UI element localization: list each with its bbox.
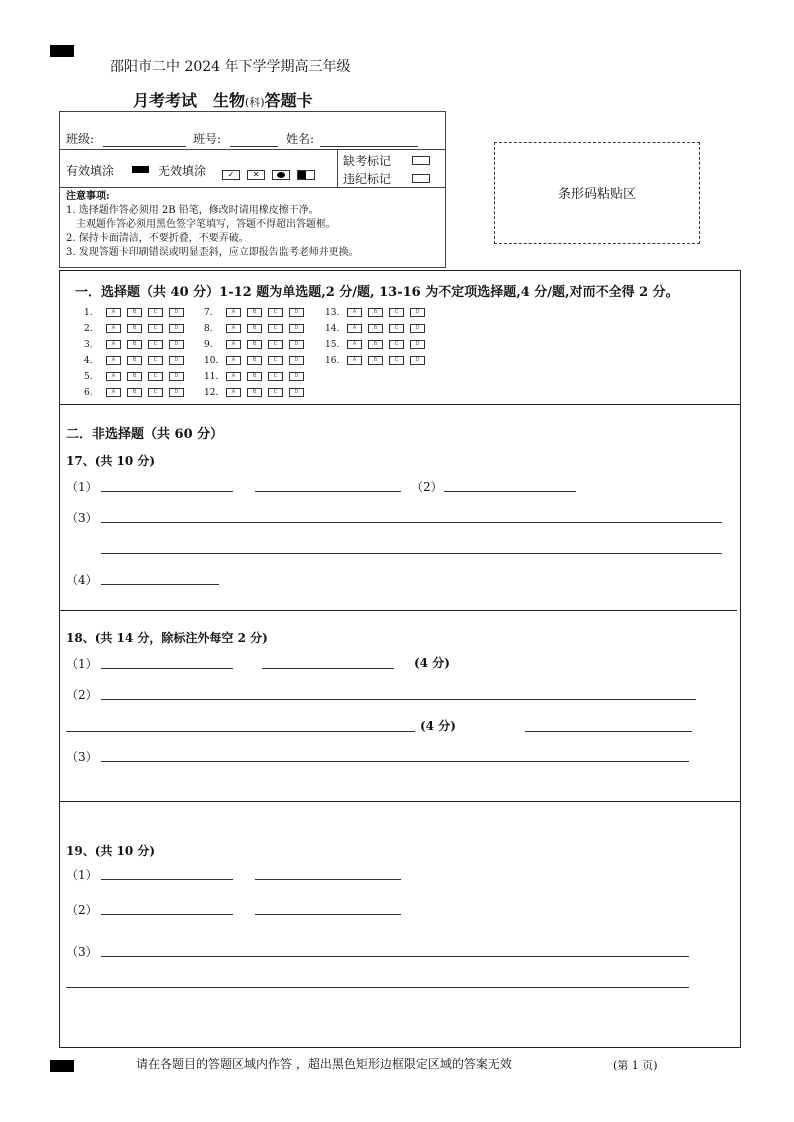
q17-part1-blank[interactable]	[255, 491, 401, 492]
q17-part4-label: （4）	[66, 573, 98, 587]
notes-divider	[60, 187, 445, 188]
barcode-area	[494, 142, 700, 244]
q17-part3-label: （3）	[66, 511, 98, 525]
answer-bubble-a[interactable]: A	[347, 308, 362, 317]
answer-bubble-c[interactable]: C	[148, 324, 163, 333]
q18-part2-blank[interactable]	[101, 699, 696, 700]
notes-item: 3. 发现答题卡印刷错误或明显歪斜，应立即报告监考老师并更换。	[66, 247, 359, 258]
name-field[interactable]	[320, 146, 418, 147]
q18-part1-blank[interactable]	[262, 668, 394, 669]
choice-question-row	[325, 323, 431, 335]
number-label: 班号:	[193, 132, 222, 146]
absent-label: 缺考标记	[343, 154, 392, 168]
answer-bubble-b[interactable]: B	[247, 388, 262, 397]
answer-bubble-d[interactable]: D	[169, 388, 184, 397]
school-line: 邵阳市二中 2024 年下学学期高三年级	[110, 59, 351, 75]
notes-item: 1. 选择题作答必须用 2B 铅笔，修改时请用橡皮擦干净。	[66, 205, 319, 216]
q19-part1-label: （1）	[66, 868, 98, 882]
question-number: 15.	[325, 340, 340, 350]
q17-title: 17、(共 10 分)	[66, 454, 156, 468]
answer-bubble-a[interactable]: A	[106, 308, 121, 317]
answer-bubble-b[interactable]: B	[127, 388, 142, 397]
answer-bubble-b[interactable]: B	[127, 356, 142, 365]
q17-part4-blank[interactable]	[101, 584, 219, 585]
q17-part2-blank[interactable]	[444, 491, 576, 492]
answer-bubble-d[interactable]: D	[289, 340, 304, 349]
answer-bubble-b[interactable]: B	[127, 324, 142, 333]
q19-part3-blank[interactable]	[66, 987, 689, 988]
answer-bubble-b[interactable]: B	[368, 356, 383, 365]
violation-label: 违纪标记	[343, 172, 392, 186]
answer-bubble-a[interactable]: A	[106, 388, 121, 397]
answer-bubble-b[interactable]: B	[127, 308, 142, 317]
invalid-fill-label: 无效填涂	[158, 164, 207, 178]
q17-part3-blank[interactable]	[101, 553, 722, 554]
notes-title: 注意事项:	[66, 191, 110, 202]
answer-bubble-d[interactable]: D	[169, 372, 184, 381]
choice-question-row	[204, 371, 310, 383]
position-mark-bottom	[50, 1060, 74, 1072]
position-mark-top	[50, 45, 74, 57]
question-number: 10.	[204, 356, 219, 366]
check-mark-icon: ✓	[222, 170, 240, 180]
answer-bubble-d[interactable]: D	[410, 308, 425, 317]
answer-bubble-b[interactable]: B	[127, 340, 142, 349]
answer-bubble-c[interactable]: C	[148, 372, 163, 381]
answer-bubble-a[interactable]: A	[347, 356, 362, 365]
q17-part2-label: （2）	[411, 480, 443, 494]
answer-bubble-a[interactable]: A	[347, 340, 362, 349]
notes-item: 2. 保持卡面清洁，不要折叠，不要弄破。	[66, 233, 249, 244]
q18-divider	[59, 801, 740, 802]
answer-bubble-b[interactable]: B	[247, 372, 262, 381]
question-number: 8.	[204, 324, 213, 334]
answer-bubble-b[interactable]: B	[127, 372, 142, 381]
answer-bubble-d[interactable]: D	[410, 340, 425, 349]
title-suffix: 答题卡	[264, 91, 313, 110]
q18-part3-blank[interactable]	[101, 761, 689, 762]
choice-question-row	[204, 387, 310, 399]
notes-block	[66, 190, 441, 260]
cross-mark-icon: ✕	[247, 170, 265, 180]
answer-bubble-b[interactable]: B	[247, 324, 262, 333]
title-main: 月考考试 生物	[133, 91, 246, 110]
answer-bubble-a[interactable]: A	[226, 356, 241, 365]
answer-bubble-c[interactable]: C	[268, 372, 283, 381]
answer-bubble-b[interactable]: B	[368, 324, 383, 333]
q19-part1-blank[interactable]	[255, 879, 401, 880]
answer-bubble-a[interactable]: A	[226, 324, 241, 333]
q19-part1-blank[interactable]	[101, 879, 233, 880]
answer-bubble-c[interactable]: C	[268, 388, 283, 397]
class-field[interactable]	[103, 146, 186, 147]
question-number: 9.	[204, 340, 213, 350]
answer-bubble-b[interactable]: B	[368, 340, 383, 349]
choice-question-row	[84, 371, 190, 383]
answer-bubble-c[interactable]: C	[148, 308, 163, 317]
q17-part3-blank[interactable]	[101, 522, 722, 523]
answer-bubble-a[interactable]: A	[106, 356, 121, 365]
q19-part3-label: （3）	[66, 945, 98, 959]
answer-bubble-b[interactable]: B	[247, 308, 262, 317]
class-label: 班级:	[66, 132, 95, 146]
answer-bubble-b[interactable]: B	[247, 340, 262, 349]
answer-bubble-d[interactable]: D	[410, 324, 425, 333]
choice-question-row	[84, 355, 190, 367]
answer-bubble-c[interactable]: C	[389, 356, 404, 365]
choice-question-row	[204, 339, 310, 351]
answer-bubble-b[interactable]: B	[247, 356, 262, 365]
absent-checkbox[interactable]	[412, 156, 430, 165]
answer-bubble-a[interactable]: A	[106, 324, 121, 333]
choice-question-row	[325, 307, 431, 319]
fill-col-divider	[337, 149, 338, 187]
section1-title: 一．选择题（共 40 分）1-12 题为单选题,2 分/题, 13-16 为不定项选择题,4 分/题,对而不全得 2 分。	[75, 285, 679, 300]
barcode-label: 条形码粘贴区	[557, 187, 636, 202]
answer-bubble-c[interactable]: C	[148, 356, 163, 365]
answer-bubble-d[interactable]: D	[410, 356, 425, 365]
number-field[interactable]	[230, 146, 278, 147]
answer-bubble-a[interactable]: A	[226, 340, 241, 349]
q18-part1-label: （1）	[66, 657, 98, 671]
answer-bubble-d[interactable]: D	[289, 388, 304, 397]
question-number: 7.	[204, 308, 213, 318]
answer-bubble-d[interactable]: D	[289, 356, 304, 365]
q18-title: 18、(共 14 分，除标注外每空 2 分)	[66, 631, 268, 645]
question-number: 3.	[84, 340, 93, 350]
answer-bubble-a[interactable]: A	[226, 308, 241, 317]
question-number: 13.	[325, 308, 340, 318]
section1-divider	[59, 404, 740, 405]
valid-fill-sample-icon	[132, 166, 149, 173]
answer-bubble-c[interactable]: C	[148, 388, 163, 397]
section2-title: 二．非选择题（共 60 分）	[66, 427, 224, 442]
question-number: 12.	[204, 388, 219, 398]
answer-bubble-d[interactable]: D	[289, 372, 304, 381]
student-info-box	[59, 111, 446, 268]
choice-question-row	[84, 339, 190, 351]
q19-part2-blank[interactable]	[101, 914, 233, 915]
choice-question-row	[204, 307, 310, 319]
question-number: 11.	[204, 372, 219, 382]
choice-question-row	[325, 339, 431, 351]
q18-part1-score: (4 分)	[414, 656, 450, 670]
question-number: 6.	[84, 388, 93, 398]
answer-bubble-c[interactable]: C	[148, 340, 163, 349]
choice-question-row	[204, 355, 310, 367]
answer-bubble-d[interactable]: D	[289, 324, 304, 333]
notes-item: 主观题作答必须用黑色签字笔填写，答题不得超出答题框。	[66, 219, 336, 230]
fill-row-divider	[60, 149, 445, 150]
answer-bubble-d[interactable]: D	[169, 340, 184, 349]
choice-question-row	[84, 323, 190, 335]
answer-bubble-c[interactable]: C	[389, 308, 404, 317]
answer-bubble-c[interactable]: C	[268, 324, 283, 333]
question-number: 2.	[84, 324, 93, 334]
invalid-fill-samples	[222, 164, 315, 183]
question-number: 4.	[84, 356, 93, 366]
answer-bubble-a[interactable]: A	[226, 372, 241, 381]
q18-part2-score: (4 分)	[420, 719, 456, 733]
answer-bubble-a[interactable]: A	[226, 388, 241, 397]
q17-part1-blank[interactable]	[101, 491, 233, 492]
question-number: 16.	[325, 356, 340, 366]
footer-notice: 请在各题目的答题区域内作答 ，超出黑色矩形边框限定区域的答案无效	[136, 1057, 512, 1071]
q19-part2-blank[interactable]	[255, 914, 401, 915]
subject-tag: (科)	[245, 96, 265, 109]
q19-part3-blank[interactable]	[101, 956, 689, 957]
answer-bubble-d[interactable]: D	[169, 324, 184, 333]
name-label: 姓名:	[286, 132, 315, 146]
page-title	[133, 88, 313, 111]
choice-question-row	[84, 307, 190, 319]
answer-bubble-d[interactable]: D	[169, 308, 184, 317]
half-mark-icon	[297, 170, 315, 180]
answer-bubble-a[interactable]: A	[347, 324, 362, 333]
dot-mark-icon	[272, 170, 290, 180]
answer-bubble-c[interactable]: C	[389, 324, 404, 333]
answer-bubble-c[interactable]: C	[268, 356, 283, 365]
valid-fill-label: 有效填涂	[66, 164, 115, 178]
q18-part3-label: （3）	[66, 750, 98, 764]
answer-bubble-d[interactable]: D	[289, 308, 304, 317]
q18-part2-blank[interactable]	[525, 731, 692, 732]
q18-part1-blank[interactable]	[101, 668, 233, 669]
q19-title: 19、(共 10 分)	[66, 844, 156, 858]
page-number: (第 1 页)	[613, 1059, 658, 1072]
question-number: 5.	[84, 372, 93, 382]
answer-bubble-b[interactable]: B	[368, 308, 383, 317]
answer-bubble-c[interactable]: C	[389, 340, 404, 349]
choice-question-row	[325, 355, 431, 367]
answer-bubble-a[interactable]: A	[106, 340, 121, 349]
q19-part2-label: （2）	[66, 903, 98, 917]
q18-part2-label: （2）	[66, 688, 98, 702]
violation-checkbox[interactable]	[412, 174, 430, 183]
question-number: 1.	[84, 308, 93, 318]
answer-bubble-c[interactable]: C	[268, 340, 283, 349]
q17-divider	[59, 610, 737, 611]
q18-part2-blank[interactable]	[66, 731, 415, 732]
q17-part1-label: （1）	[66, 480, 98, 494]
choice-question-row	[204, 323, 310, 335]
choice-question-row	[84, 387, 190, 399]
answer-bubble-d[interactable]: D	[169, 356, 184, 365]
answer-bubble-a[interactable]: A	[106, 372, 121, 381]
question-number: 14.	[325, 324, 340, 334]
answer-bubble-c[interactable]: C	[268, 308, 283, 317]
